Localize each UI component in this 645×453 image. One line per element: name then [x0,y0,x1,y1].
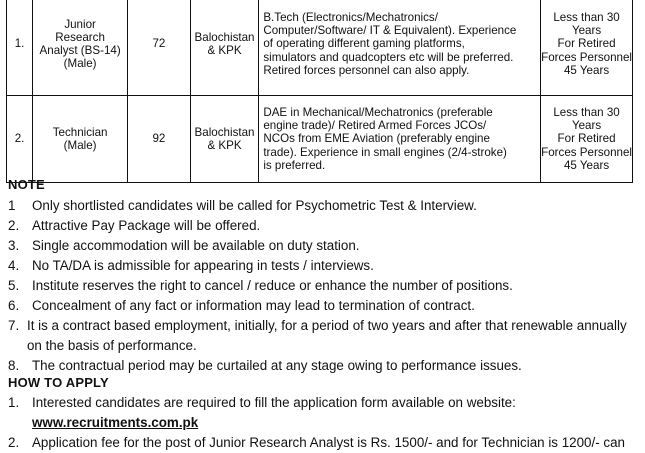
list-item [8,216,638,236]
list-item [8,276,638,296]
post-title [33,96,128,183]
item-number: 5. [8,278,20,293]
domicile-line: & KPK [207,139,242,152]
item-text: Interested candidates are required to fill the application form available on website: [32,395,516,410]
age-line: Forces Personnel [541,145,632,159]
qualification [259,0,541,96]
qualification-line: is preferred. [263,158,326,172]
posts-count: 92 [128,96,191,183]
item-text: It is a contract based employment, initially, for a period of two years and after that renewable annually on the basis of performance. [26,318,627,353]
domicile [190,0,259,96]
item-number: 2. [8,218,20,233]
qualification-line: simulators and quadcopters etc will be preferred. [263,50,514,64]
item-text: Application fee for the post of Junior Research Analyst is Rs. 1500/- and for Technician is 1200/- can [32,435,625,450]
item-number: 8. [8,358,20,373]
item-text: Attractive Pay Package will be offered. [32,218,261,233]
age-line: 45 Years [563,158,610,172]
age-line: Years [571,24,602,38]
list-item [8,316,638,356]
age-line: Years [571,119,602,133]
item-text: No TA/DA is admissible for appearing in tests / interviews. [32,258,374,273]
qualification-line: engine trade)/ Retired Armed Forces JCOs/ [263,119,487,133]
jobs-table [6,0,633,183]
list-item [8,256,638,276]
qualification-line: of operating different gaming platforms, [263,37,465,51]
posts-count: 72 [128,0,191,96]
item-number: 4. [8,258,20,273]
table-row [7,0,633,96]
item-number: 1 [8,198,16,213]
list-item [8,433,645,453]
age-limit [541,96,633,183]
list-item [8,196,638,216]
how-to-apply-heading: HOW TO APPLY [8,375,109,390]
list-item [8,393,645,413]
age-line: Forces Personnel [541,50,632,64]
domicile [190,96,259,183]
age-line: Less than 30 [553,105,620,119]
domicile-line: Balochistan [194,30,255,44]
item-number: 7. [8,318,20,333]
note-list [8,196,638,376]
post-title [33,0,128,96]
item-text: The contractual period may be curtailed at any stage owing to performance issues. [32,358,522,373]
list-item [8,356,638,376]
item-text: Single accommodation will be available on duty station. [32,238,360,253]
qualification-line: B.Tech (Electronics/Mechatronics/ [263,10,438,24]
qualification-line: DAE in Mechanical/Mechatronics (preferable [263,105,493,119]
table-row [7,96,633,183]
item-text: Institute reserves the right to cancel / reduce or enhance the number of positions. [32,278,513,293]
note-heading: NOTE [8,177,45,192]
item-number: 2. [8,435,20,450]
domicile-line: & KPK [207,44,242,57]
list-item [8,236,638,256]
qualification-line: NCOs from EME Aviation (preferably engine [263,132,490,146]
item-number: 3. [8,238,20,253]
post-line: (Male) [63,57,97,71]
qualification [259,96,541,183]
post-line: Junior [64,17,96,31]
age-limit [541,0,633,96]
item-number: 1. [8,395,20,410]
age-line: For Retired [557,132,616,146]
post-line: Analyst (BS-14) [39,44,121,57]
qualification-line: Retired forces personnel can also apply. [263,63,470,77]
apply-list [8,393,645,453]
serial-number: 2. [7,96,33,183]
item-text: Concealment of any fact or information may lead to termination of contract. [32,298,475,313]
post-line: Research [55,30,105,44]
age-line: Less than 30 [553,10,620,24]
serial-number: 1. [7,0,33,96]
item-number: 6. [8,298,20,313]
list-item [8,296,638,316]
website-link[interactable]: www.recruitments.com.pk [32,415,199,430]
item-text: Only shortlisted candidates will be called for Psychometric Test & Interview. [32,198,477,213]
age-line: For Retired [557,37,616,51]
age-line: 45 Years [563,63,610,77]
domicile-line: Balochistan [194,125,255,139]
qualification-line: Computer/Software/ IT & Equivalent). Experience [263,24,517,38]
qualification-line: trade). Experience in small engines (2/4-stroke) [263,145,507,159]
post-line: Technician [52,125,108,139]
post-line: (Male) [63,139,97,152]
